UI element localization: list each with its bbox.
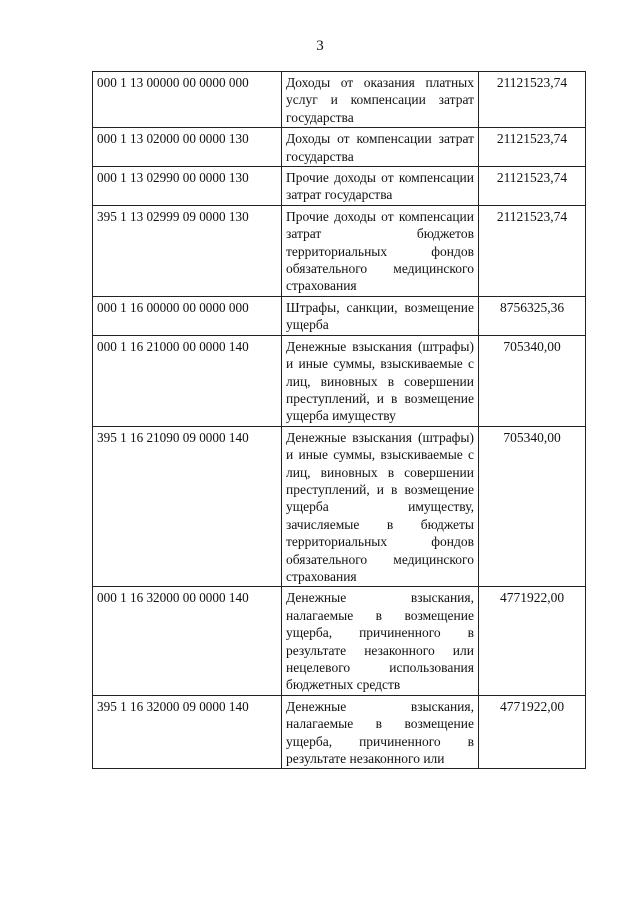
amount-cell: 21121523,74 — [479, 205, 586, 296]
page-number: 3 — [316, 38, 324, 54]
amount-cell: 8756325,36 — [479, 296, 586, 335]
budget-code-cell: 000 1 16 00000 00 0000 000 — [93, 296, 282, 335]
budget-code-cell: 395 1 16 32000 09 0000 140 — [93, 695, 282, 769]
table-row — [93, 426, 586, 587]
table-row — [93, 167, 586, 206]
revenue-name-cell: Денежные взыскания, налагаемые в возмещение ущерба, причиненного в результате незаконного или — [282, 695, 479, 769]
budget-revenue-table — [92, 71, 586, 769]
amount-cell: 4771922,00 — [479, 587, 586, 695]
budget-code-cell: 395 1 16 21090 09 0000 140 — [93, 426, 282, 587]
revenue-name-cell: Денежные взыскания (штрафы) и иные суммы, взыскиваемые с лиц, виновных в совершении преступлений, и в возмещение ущерба имуществу — [282, 335, 479, 426]
budget-code-cell: 395 1 13 02999 09 0000 130 — [93, 205, 282, 296]
table-row — [93, 587, 586, 695]
revenue-name-cell: Денежные взыскания (штрафы) и иные суммы, взыскиваемые с лиц, виновных в совершении преступлений, и в возмещение ущерба имуществу, зачисляемые в бюджеты территориальных фондов обязательного медицинского страхования — [282, 426, 479, 587]
table-row — [93, 695, 586, 769]
table-row — [93, 335, 586, 426]
revenue-name-cell: Доходы от оказания платных услуг и компенсации затрат государства — [282, 72, 479, 128]
amount-cell: 705340,00 — [479, 426, 586, 587]
table-row — [93, 72, 586, 128]
revenue-name-cell: Прочие доходы от компенсации затрат государства — [282, 167, 479, 206]
amount-cell: 21121523,74 — [479, 167, 586, 206]
amount-cell: 4771922,00 — [479, 695, 586, 769]
budget-code-cell: 000 1 13 00000 00 0000 000 — [93, 72, 282, 128]
amount-cell: 21121523,74 — [479, 128, 586, 167]
table-row — [93, 296, 586, 335]
budget-code-cell: 000 1 16 21000 00 0000 140 — [93, 335, 282, 426]
amount-cell: 21121523,74 — [479, 72, 586, 128]
revenue-name-cell: Доходы от компенсации затрат государства — [282, 128, 479, 167]
budget-code-cell: 000 1 13 02990 00 0000 130 — [93, 167, 282, 206]
revenue-name-cell: Прочие доходы от компенсации затрат бюджетов территориальных фондов обязательного медицинского страхования — [282, 205, 479, 296]
budget-code-cell: 000 1 16 32000 00 0000 140 — [93, 587, 282, 695]
revenue-name-cell: Штрафы, санкции, возмещение ущерба — [282, 296, 479, 335]
revenue-name-cell: Денежные взыскания, налагаемые в возмещение ущерба, причиненного в результате незаконного или нецелевого использования бюджетных средств — [282, 587, 479, 695]
budget-code-cell: 000 1 13 02000 00 0000 130 — [93, 128, 282, 167]
table-row — [93, 128, 586, 167]
table-row — [93, 205, 586, 296]
amount-cell: 705340,00 — [479, 335, 586, 426]
